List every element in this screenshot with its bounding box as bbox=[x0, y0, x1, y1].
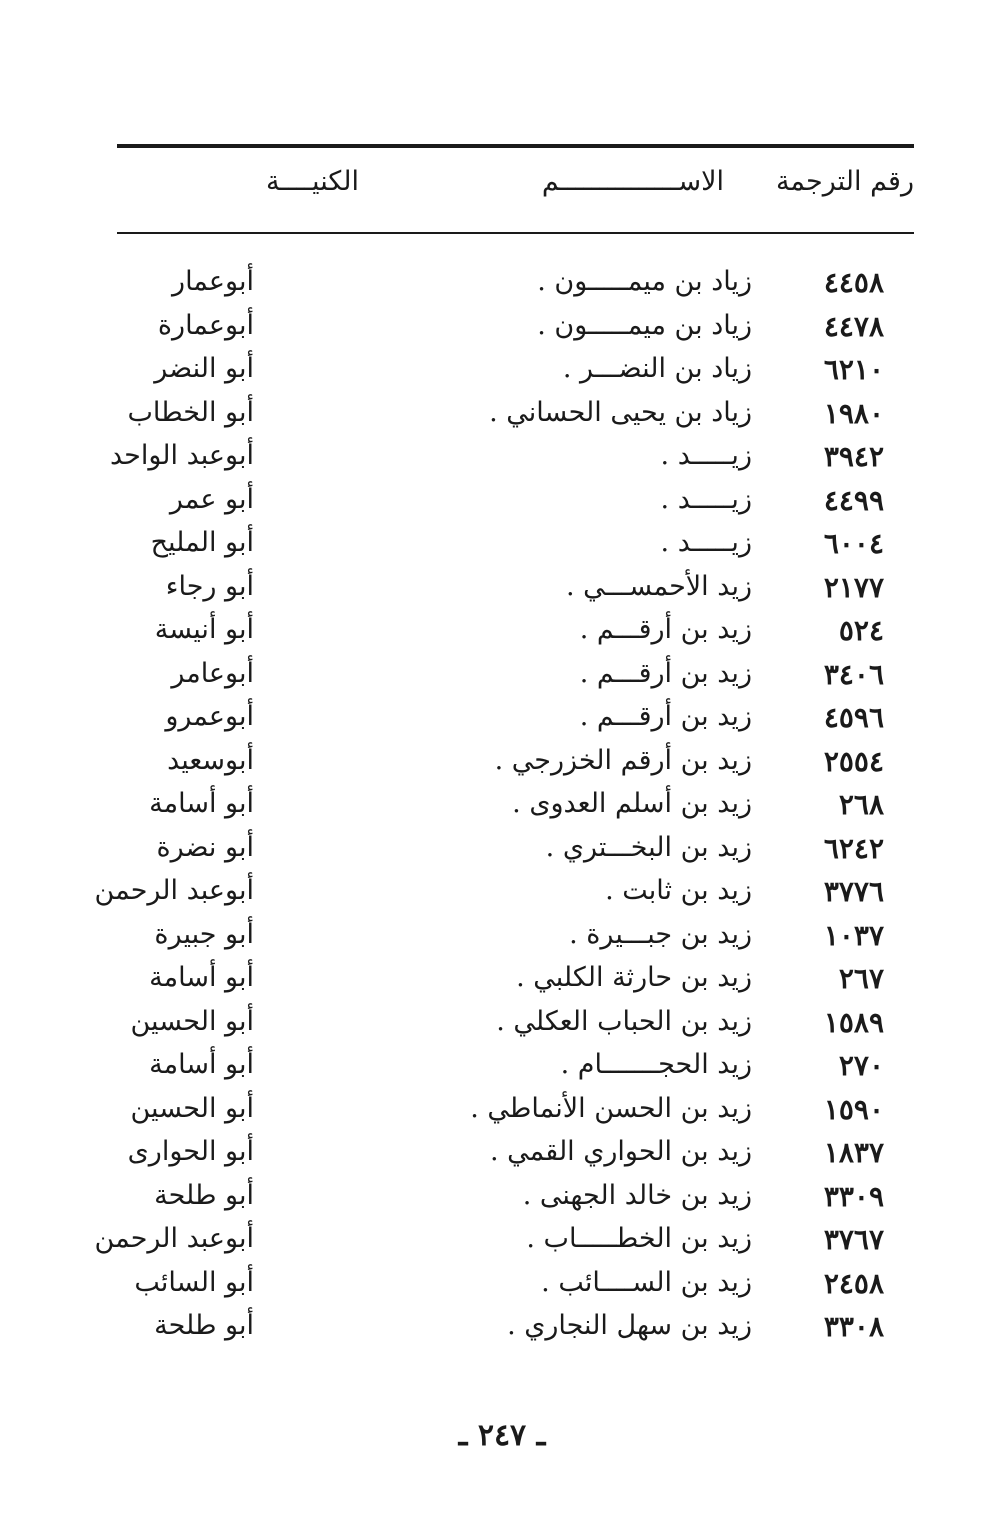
table-row bbox=[117, 1180, 914, 1224]
header-kunya-label: الكنيــــة bbox=[265, 166, 359, 197]
entry-name: زيد بن أسلم العدوى . bbox=[512, 788, 752, 819]
entry-number: ١٥٩٠ bbox=[823, 1092, 884, 1126]
table-row bbox=[117, 1006, 914, 1050]
entry-name: زيد بن أرقم الخزرجي . bbox=[494, 744, 752, 776]
table-row bbox=[94, 875, 914, 919]
table-row bbox=[109, 440, 914, 484]
table-row bbox=[117, 1267, 914, 1311]
entry-name: زيـــــد . bbox=[660, 440, 752, 471]
entry-name: زيد بن الخطـــــاب . bbox=[526, 1223, 752, 1254]
table-row bbox=[117, 571, 914, 615]
entry-number: ٢٥٥٤ bbox=[823, 744, 884, 778]
entry-kunya: أبو أسامة bbox=[149, 962, 254, 993]
entry-name: زياد بن ميمـــــون . bbox=[537, 309, 752, 341]
header-rule bbox=[117, 232, 914, 234]
entry-number: ٦٢٤٢ bbox=[823, 831, 884, 865]
entry-number: ٢٦٧ bbox=[838, 962, 884, 995]
entry-number: ١٠٣٧ bbox=[823, 918, 884, 952]
entry-number: ٦٢١٠ bbox=[823, 353, 884, 386]
entry-number: ٣٧٧٦ bbox=[823, 875, 884, 908]
entry-kunya: أبو الحسين bbox=[130, 1005, 254, 1037]
entry-name: زيد بن الســــائب . bbox=[541, 1266, 752, 1298]
entry-kunya: أبوعبد الواحد bbox=[109, 440, 254, 471]
entry-kunya: أبوعامر bbox=[171, 657, 254, 689]
entry-name: زيـــــد . bbox=[660, 527, 752, 558]
table-row bbox=[117, 397, 914, 441]
page-number: ـ ٢٤٧ ـ bbox=[458, 1418, 546, 1453]
table-row bbox=[117, 1310, 914, 1354]
entry-name: زيد الأحمســـي . bbox=[566, 570, 752, 602]
table-body bbox=[94, 266, 914, 1354]
table-header bbox=[117, 162, 914, 212]
entry-kunya: أبوسعيد bbox=[167, 744, 254, 776]
table-row bbox=[117, 614, 914, 658]
entry-name: زيد الحجـــــــام . bbox=[560, 1049, 752, 1080]
entry-kunya: أبوعبد الرحمن bbox=[94, 1223, 254, 1254]
entry-name: زيد بن جبـــيرة . bbox=[569, 918, 752, 950]
entry-name: زيد بن البخـــتري . bbox=[545, 831, 752, 863]
table-row bbox=[117, 919, 914, 963]
table-row bbox=[117, 701, 914, 745]
entry-kunya: أبو طلحة bbox=[154, 1310, 254, 1341]
entry-kunya: أبو نضرة bbox=[156, 831, 254, 863]
table-row bbox=[117, 266, 914, 310]
entry-name: زياد بن ميمـــــون . bbox=[537, 266, 752, 297]
entry-number: ٣٣٠٨ bbox=[823, 1310, 884, 1343]
entry-name: زيد بن ثابت . bbox=[605, 875, 752, 906]
entry-kunya: أبو جبيرة bbox=[154, 918, 254, 950]
entry-kunya: أبو أسامة bbox=[149, 1049, 254, 1080]
entry-kunya: أبو المليح bbox=[150, 527, 254, 558]
entry-number: ٤٤٧٨ bbox=[823, 309, 884, 343]
top-rule bbox=[117, 144, 914, 148]
entry-number: ٦٠٠٤ bbox=[823, 527, 884, 560]
entry-name: زيـــــد . bbox=[660, 483, 752, 515]
entry-kunya: أبو الحوارى bbox=[127, 1136, 254, 1167]
table-row bbox=[117, 1049, 914, 1093]
entry-number: ٣٧٦٧ bbox=[823, 1223, 884, 1256]
entry-number: ٤٥٩٦ bbox=[823, 701, 884, 734]
table-row bbox=[117, 484, 914, 528]
entry-name: زيد بن أرقـــم . bbox=[579, 701, 752, 732]
entry-number: ٢٤٥٨ bbox=[823, 1266, 884, 1300]
table-row bbox=[117, 527, 914, 571]
entry-kunya: أبو عمر bbox=[169, 483, 254, 515]
entry-kunya: أبوعمرو bbox=[165, 701, 254, 732]
entry-name: زيد بن حارثة الكلبي . bbox=[516, 962, 752, 993]
entry-number: ٣٩٤٢ bbox=[823, 440, 884, 473]
header-number-label: رقم الترجمة bbox=[775, 166, 914, 197]
entry-number: ٤٤٩٩ bbox=[823, 483, 884, 517]
table-row bbox=[117, 962, 914, 1006]
table-row bbox=[117, 353, 914, 397]
entry-kunya: أبو الخطاب bbox=[127, 396, 254, 428]
entry-kunya: أبو أنيسة bbox=[154, 614, 254, 645]
entry-kunya: أبو أسامة bbox=[149, 788, 254, 819]
entry-name: زيد بن الحباب العكلي . bbox=[496, 1005, 752, 1037]
table-row bbox=[117, 788, 914, 832]
entry-name: زيد بن الحسن الأنماطي . bbox=[470, 1092, 752, 1124]
table-row bbox=[94, 1223, 914, 1267]
table-row bbox=[117, 658, 914, 702]
entry-kunya: أبو السائب bbox=[134, 1266, 254, 1298]
table-row bbox=[117, 1136, 914, 1180]
entry-number: ١٥٨٩ bbox=[823, 1005, 884, 1039]
entry-kunya: أبو الحسين bbox=[130, 1092, 254, 1124]
entry-name: زيد بن أرقـــم . bbox=[579, 614, 752, 645]
entry-kunya: أبوعمارة bbox=[157, 309, 254, 341]
entry-name: زيد بن خالد الجهنى . bbox=[522, 1179, 752, 1211]
table-row bbox=[117, 832, 914, 876]
entry-number: ٢١٧٧ bbox=[823, 570, 884, 604]
entry-number: ٢٧٠ bbox=[838, 1049, 884, 1082]
entry-number: ٣٣٠٩ bbox=[823, 1179, 884, 1213]
entry-name: زيد بن أرقـــم . bbox=[579, 657, 752, 689]
table-row bbox=[117, 310, 914, 354]
header-name-label: الاســـــــــــــــم bbox=[541, 166, 724, 197]
entry-name: زيد بن سهل النجاري . bbox=[507, 1310, 752, 1341]
entry-name: زياد بن يحيى الحساني . bbox=[489, 396, 752, 428]
entry-kunya: أبوعمار bbox=[172, 266, 254, 297]
entry-number: ٣٤٠٦ bbox=[823, 657, 884, 691]
entry-kunya: أبوعبد الرحمن bbox=[94, 875, 254, 906]
entry-kunya: أبو طلحة bbox=[154, 1179, 254, 1211]
entry-name: زيد بن الحواري القمي . bbox=[490, 1136, 752, 1167]
table-row bbox=[117, 1093, 914, 1137]
entry-number: ٥٢٤ bbox=[838, 614, 884, 647]
table-row bbox=[117, 745, 914, 789]
entry-number: ٤٤٥٨ bbox=[823, 266, 884, 299]
entry-number: ٢٦٨ bbox=[838, 788, 884, 821]
entry-name: زياد بن النضـــر . bbox=[562, 353, 752, 384]
entry-kunya: أبو رجاء bbox=[165, 570, 254, 602]
entry-kunya: أبو النضر bbox=[154, 353, 254, 384]
entry-number: ١٨٣٧ bbox=[823, 1136, 884, 1169]
entry-number: ١٩٨٠ bbox=[823, 396, 884, 430]
